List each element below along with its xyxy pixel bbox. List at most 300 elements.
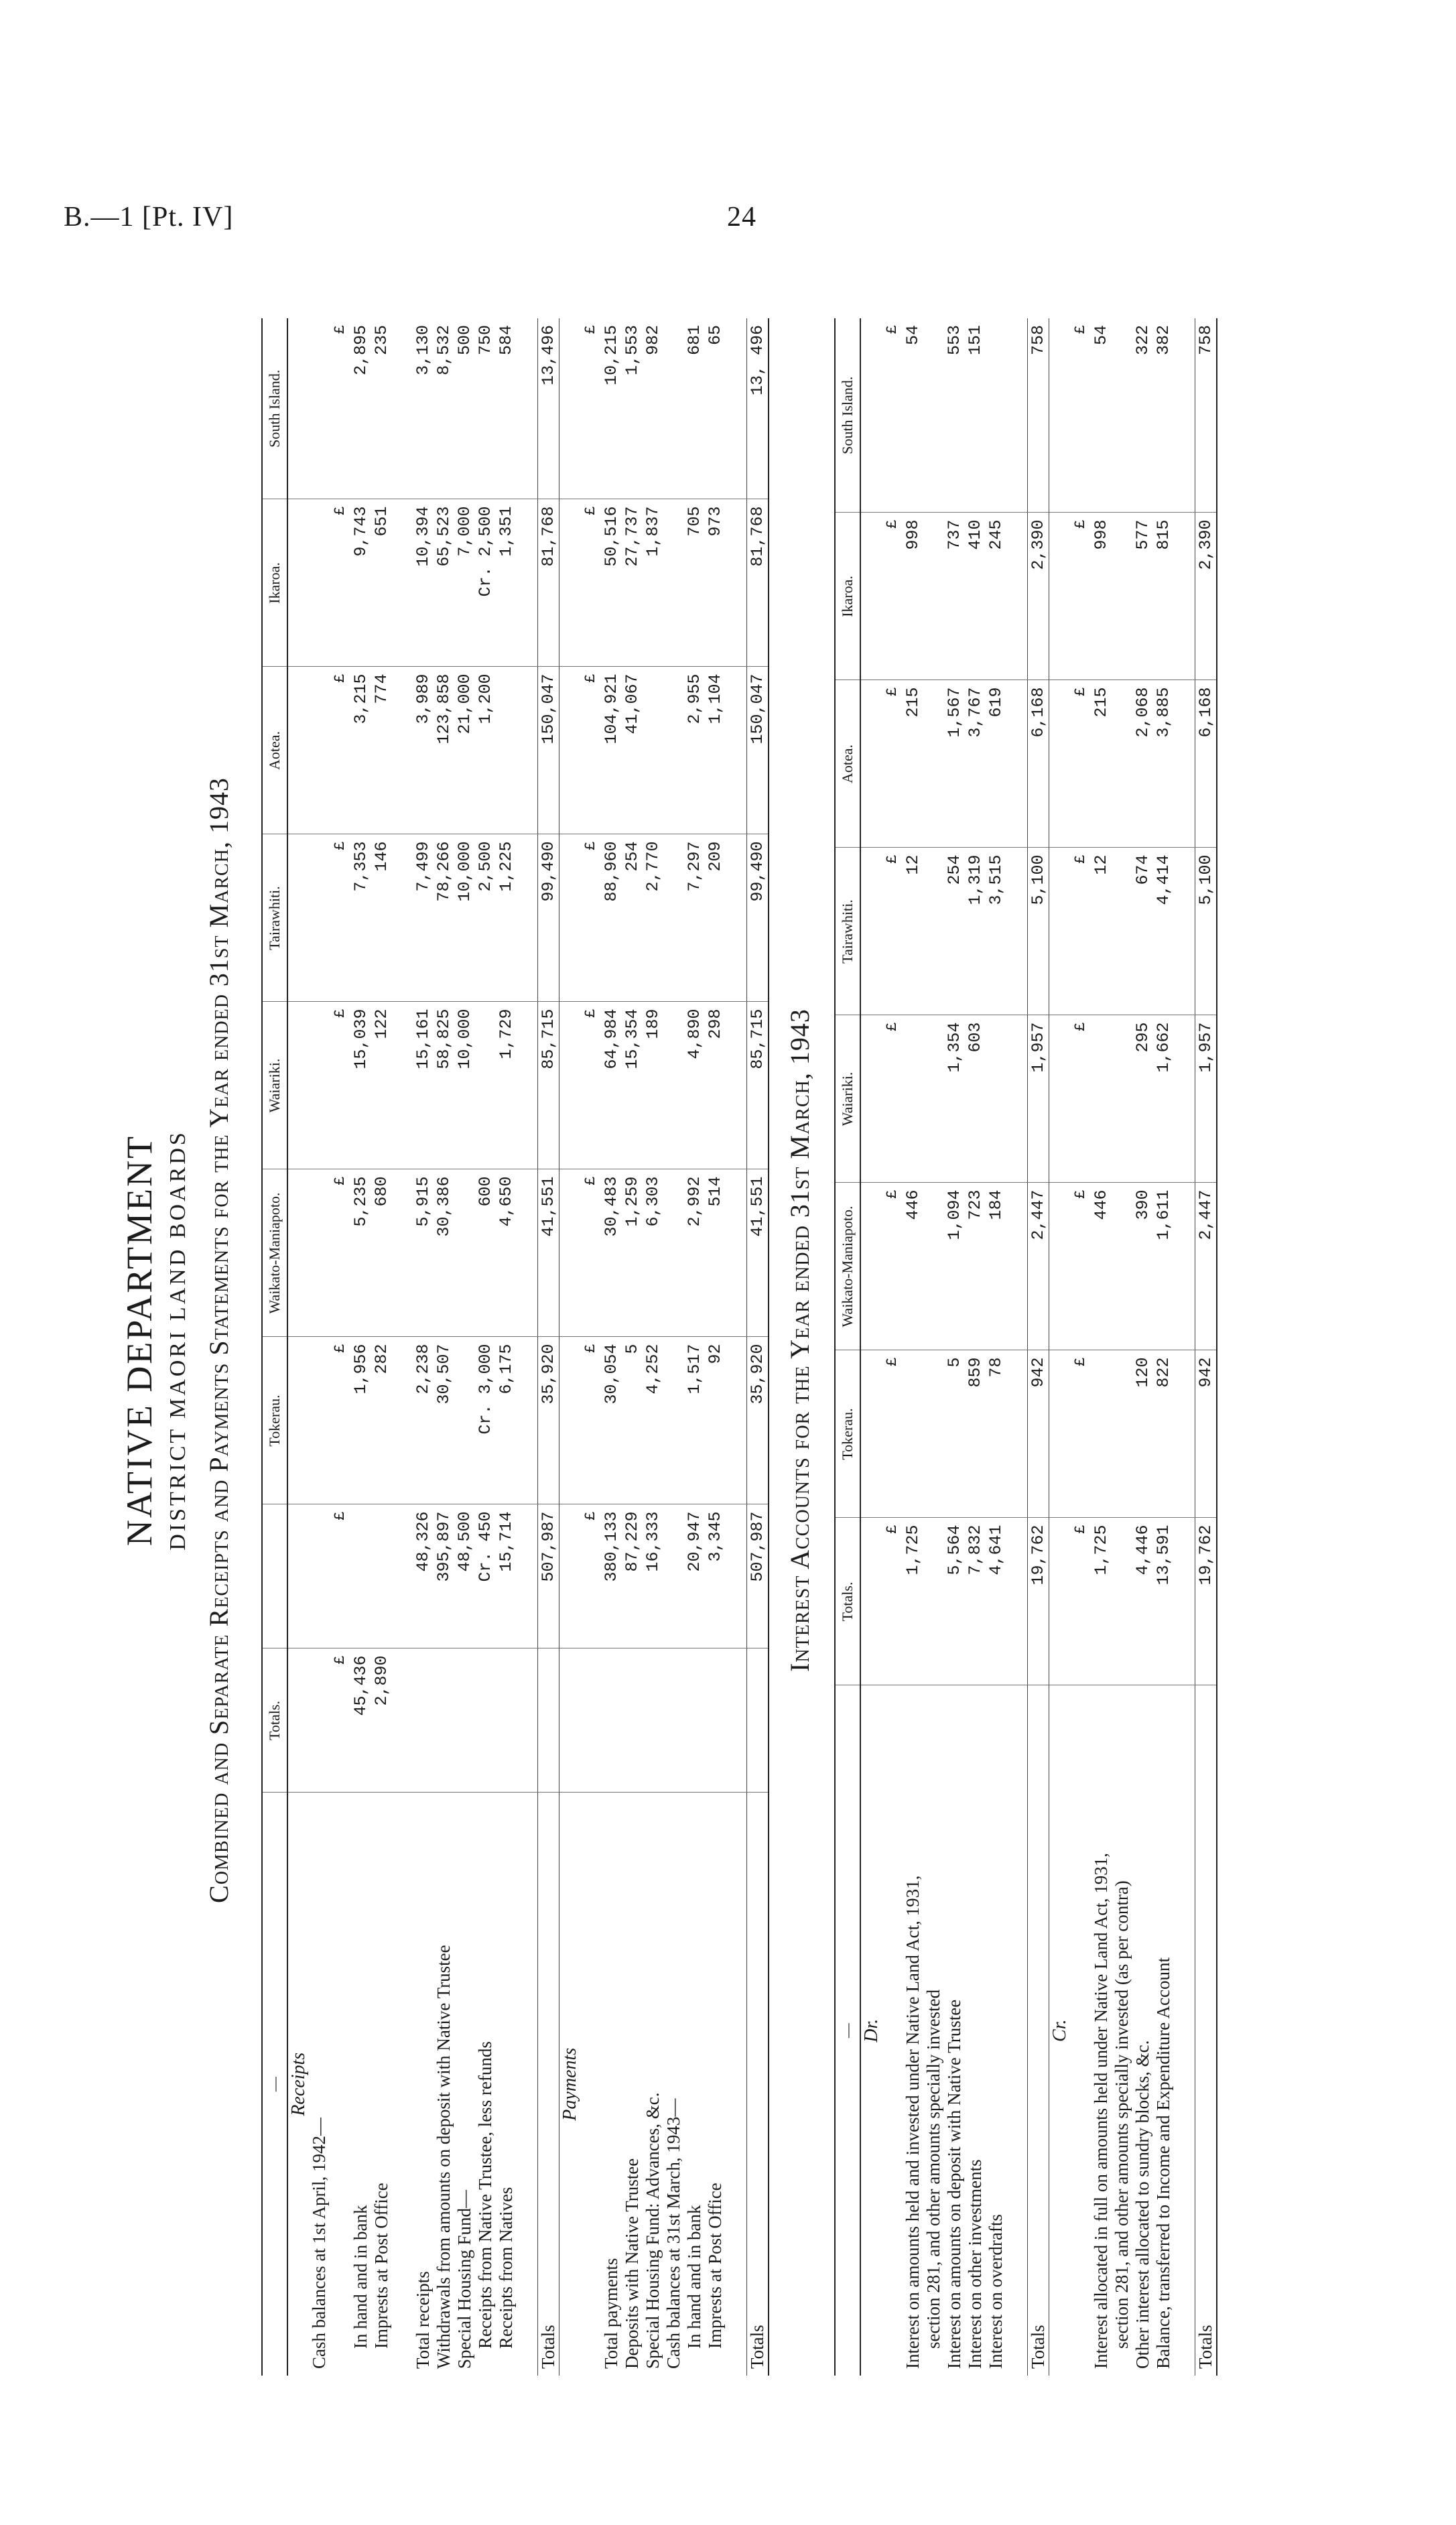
column-header: Ikaroa. xyxy=(835,513,860,680)
table-cell xyxy=(517,1169,538,1337)
table-cell xyxy=(309,318,330,499)
table-row xyxy=(413,318,434,2376)
table-row xyxy=(1174,318,1195,2376)
table-cell xyxy=(726,1648,747,1793)
table-row xyxy=(986,318,1006,2376)
table-cell xyxy=(1112,1183,1132,1350)
row-label: Other interest allocated to sundry blocks, &c. xyxy=(1132,2040,1153,2369)
column-header: Aotea. xyxy=(262,667,287,834)
table-cell xyxy=(663,1504,684,1648)
table-cell: £ xyxy=(330,499,350,667)
table-cell: 859 xyxy=(965,1350,986,1518)
column-header: Tairawhiti. xyxy=(835,848,860,1015)
row-label xyxy=(1174,1685,1195,2376)
table-cell xyxy=(517,1337,538,1504)
table-cell: 3,515 xyxy=(986,848,1006,1015)
table-cell: 322 xyxy=(1132,318,1153,513)
table-cell: 150,047 xyxy=(747,667,769,834)
table-cell: 150,047 xyxy=(538,667,559,834)
table-cell: £ xyxy=(1070,1015,1091,1183)
table-cell xyxy=(287,1169,309,1337)
table-cell: 13,496 xyxy=(538,318,559,499)
table-cell: 151 xyxy=(965,318,986,513)
table-cell: 1,517 xyxy=(684,1337,705,1504)
table-cell: 1,611 xyxy=(1153,1183,1174,1350)
table-cell: 54 xyxy=(1091,318,1112,513)
row-label: Balance, transferred to Income and Expenditure Account xyxy=(1153,1957,1174,2369)
table-cell: £ xyxy=(330,1002,350,1169)
table-cell: 1,662 xyxy=(1153,1015,1174,1183)
table-cell: £ xyxy=(882,848,903,1015)
table-cell: 10,394 xyxy=(413,499,434,667)
table-cell: 282 xyxy=(371,1337,392,1504)
table-cell xyxy=(517,1648,538,1793)
row-label: Total payments xyxy=(601,2258,622,2369)
table-cell xyxy=(309,1504,330,1648)
table-cell xyxy=(1006,680,1028,848)
table-cell xyxy=(726,499,747,667)
table-row xyxy=(350,318,371,2376)
table-cell: 245 xyxy=(986,513,1006,680)
table-cell xyxy=(309,667,330,834)
table-cell: £ xyxy=(1070,1350,1091,1518)
table-cell: 603 xyxy=(965,1015,986,1183)
table-cell: 19,762 xyxy=(1028,1518,1049,1685)
table-row xyxy=(1006,318,1028,2376)
table-cell xyxy=(726,1002,747,1169)
table-cell xyxy=(726,834,747,1002)
table-cell: 189 xyxy=(643,1002,663,1169)
row-label: Special Housing Fund— xyxy=(454,2190,475,2369)
table-cell xyxy=(287,1504,309,1648)
table-cell: 7,353 xyxy=(350,834,371,1002)
table-cell: 41,551 xyxy=(747,1169,769,1337)
table-cell: 2,992 xyxy=(684,1169,705,1337)
table-cell: 2,238 xyxy=(413,1337,434,1504)
table-cell xyxy=(923,1350,944,1518)
table-cell xyxy=(559,667,581,834)
table-cell: 123,858 xyxy=(434,667,454,834)
table-cell xyxy=(1049,680,1071,848)
table-cell xyxy=(287,1648,309,1793)
table-cell: 705 xyxy=(684,499,705,667)
table-row xyxy=(663,318,684,2376)
interest-accounts-table xyxy=(834,318,1217,2376)
table-cell xyxy=(1006,513,1028,680)
row-label xyxy=(882,1685,903,2376)
row-label xyxy=(517,1793,538,2376)
table-cell xyxy=(1006,848,1028,1015)
row-label: Imprests at Post Office xyxy=(371,2183,392,2349)
table-cell xyxy=(309,1169,330,1337)
table-cell xyxy=(559,318,581,499)
table-cell: 1,200 xyxy=(475,667,496,834)
table-cell: £ xyxy=(882,1015,903,1183)
table-cell xyxy=(517,1002,538,1169)
table-cell: 758 xyxy=(1028,318,1049,513)
table-cell: 30,054 xyxy=(601,1337,622,1504)
table-cell xyxy=(1049,848,1071,1015)
row-label: Totals xyxy=(538,1793,559,2376)
table-cell: 15,161 xyxy=(413,1002,434,1169)
table-cell xyxy=(496,1648,517,1793)
table-cell xyxy=(923,680,944,848)
row-label: Total receipts xyxy=(413,2271,434,2369)
table-cell: 1,104 xyxy=(705,667,726,834)
table-cell xyxy=(1112,513,1132,680)
table-cell xyxy=(287,667,309,834)
table-cell: 184 xyxy=(986,1183,1006,1350)
table-cell: 3,130 xyxy=(413,318,434,499)
table-cell xyxy=(1112,1350,1132,1518)
table-cell: £ xyxy=(330,318,350,499)
table-cell xyxy=(726,1504,747,1648)
table-cell xyxy=(517,318,538,499)
table-cell: 1,957 xyxy=(1195,1015,1217,1183)
table-cell: 774 xyxy=(371,667,392,834)
table-cell xyxy=(1049,1015,1071,1183)
table-cell: 2,955 xyxy=(684,667,705,834)
table-cell: 577 xyxy=(1132,513,1153,680)
table-cell xyxy=(726,1169,747,1337)
table-cell xyxy=(1112,848,1132,1015)
table-row xyxy=(601,318,622,2376)
table-row xyxy=(1070,318,1091,2376)
table-cell xyxy=(601,1648,622,1793)
table-cell: 7,000 xyxy=(454,499,475,667)
table-cell: 1,725 xyxy=(903,1518,923,1685)
table-cell: 12 xyxy=(903,848,923,1015)
table-row xyxy=(454,318,475,2376)
table-cell xyxy=(475,1648,496,1793)
table-cell: 6,175 xyxy=(496,1337,517,1504)
table-row xyxy=(330,318,350,2376)
table-cell: 5,100 xyxy=(1195,848,1217,1015)
column-header: Totals. xyxy=(835,1518,860,1685)
table-cell xyxy=(1091,1015,1112,1183)
table-cell xyxy=(643,1648,663,1793)
table-cell: 5 xyxy=(622,1337,643,1504)
table-cell xyxy=(392,667,413,834)
row-label: Interest allocated in full on amounts held under Native Land Act, 1931, xyxy=(1091,1852,1112,2369)
table-cell xyxy=(663,318,684,499)
table-row xyxy=(287,318,309,2376)
table-cell: 35,920 xyxy=(538,1337,559,1504)
table-row xyxy=(1132,318,1153,2376)
row-label: Dr. xyxy=(861,2018,882,2043)
table-cell xyxy=(860,680,882,848)
table-cell xyxy=(517,834,538,1002)
table-cell xyxy=(454,1169,475,1337)
table-cell: 6,168 xyxy=(1028,680,1049,848)
table-cell: 1,956 xyxy=(350,1337,371,1504)
table-cell: 99,490 xyxy=(538,834,559,1002)
column-header: Tokerau. xyxy=(262,1337,287,1504)
table-cell: 88,960 xyxy=(601,834,622,1002)
table-cell: £ xyxy=(882,318,903,513)
table-cell: 19,762 xyxy=(1195,1518,1217,1685)
table-cell: 1,725 xyxy=(1091,1518,1112,1685)
table-cell: 27,737 xyxy=(622,499,643,667)
table-cell xyxy=(1049,513,1071,680)
table-cell: 1,259 xyxy=(622,1169,643,1337)
table-cell: 1,567 xyxy=(944,680,965,848)
table-cell: 1,351 xyxy=(496,499,517,667)
row-label xyxy=(392,1793,413,2376)
table-cell: 30,386 xyxy=(434,1169,454,1337)
column-header: Aotea. xyxy=(835,680,860,848)
table-cell xyxy=(1049,1183,1071,1350)
column-header: Totals. xyxy=(262,1648,287,1793)
table-cell xyxy=(860,848,882,1015)
row-label: section 281, and other amounts specially invested xyxy=(923,1989,944,2349)
table-cell xyxy=(1112,680,1132,848)
table-cell: 2,890 xyxy=(371,1648,392,1793)
row-label xyxy=(580,1793,601,2376)
table-cell xyxy=(1174,1518,1195,1685)
table-cell: 7,499 xyxy=(413,834,434,1002)
table-cell xyxy=(350,1504,371,1648)
table-cell xyxy=(903,1350,923,1518)
column-header xyxy=(262,1504,287,1648)
row-label: Cr. xyxy=(1049,2019,1071,2042)
table-cell xyxy=(643,667,663,834)
table-cell xyxy=(705,1648,726,1793)
table-cell xyxy=(287,318,309,499)
table-cell: 2,895 xyxy=(350,318,371,499)
table-cell xyxy=(1091,1350,1112,1518)
column-header: Waikato-Maniapoto. xyxy=(835,1183,860,1350)
table-cell xyxy=(663,1169,684,1337)
receipts-payments-table xyxy=(261,318,769,2376)
table-cell: 2,770 xyxy=(643,834,663,1002)
table-row xyxy=(434,318,454,2376)
table-row xyxy=(1091,318,1112,2376)
table-cell: 4,890 xyxy=(684,1002,705,1169)
table-row xyxy=(923,318,944,2376)
table-cell: 1,957 xyxy=(1028,1015,1049,1183)
row-label: Special Housing Fund: Advances, &c. xyxy=(643,2092,663,2369)
table-cell xyxy=(1174,1183,1195,1350)
table-cell xyxy=(663,1002,684,1169)
table-cell xyxy=(392,1169,413,1337)
table-cell: 15,714 xyxy=(496,1504,517,1648)
table-cell: 10,000 xyxy=(454,1002,475,1169)
table-cell xyxy=(454,1337,475,1504)
table-cell: 382 xyxy=(1153,318,1174,513)
table-cell: 54 xyxy=(903,318,923,513)
table-cell: 3,989 xyxy=(413,667,434,834)
table-cell xyxy=(1112,1015,1132,1183)
table-cell: 600 xyxy=(475,1169,496,1337)
statement-title: Combined and Separate Receipts and Payments Statements for the Year ended 31st March, 1943 xyxy=(204,777,234,1903)
table-cell: 5,564 xyxy=(944,1518,965,1685)
table-cell: 3,767 xyxy=(965,680,986,848)
table-row xyxy=(622,318,643,2376)
table-cell xyxy=(559,499,581,667)
column-header: — xyxy=(262,1793,287,2376)
table-cell: £ xyxy=(1070,1518,1091,1685)
table-cell xyxy=(392,318,413,499)
table-cell xyxy=(392,834,413,1002)
table-cell: £ xyxy=(330,1169,350,1337)
table-cell: 758 xyxy=(1195,318,1217,513)
table-cell xyxy=(1174,318,1195,513)
table-cell xyxy=(860,318,882,513)
row-label: Totals xyxy=(1028,1685,1049,2376)
table-cell: 2,068 xyxy=(1132,680,1153,848)
table-cell xyxy=(1174,513,1195,680)
table-cell xyxy=(1174,1350,1195,1518)
table-cell xyxy=(392,499,413,667)
table-cell: 12 xyxy=(1091,848,1112,1015)
table-cell xyxy=(923,848,944,1015)
table-cell: 7,832 xyxy=(965,1518,986,1685)
table-cell xyxy=(923,1518,944,1685)
table-cell: 1,319 xyxy=(965,848,986,1015)
table-cell: 45,436 xyxy=(350,1648,371,1793)
table-cell: £ xyxy=(580,1504,601,1648)
table-cell: 15,354 xyxy=(622,1002,643,1169)
table-cell xyxy=(413,1648,434,1793)
table-cell xyxy=(309,834,330,1002)
row-label: Imprests at Post Office xyxy=(705,2183,726,2349)
table-cell: £ xyxy=(580,1169,601,1337)
row-label xyxy=(1006,1685,1028,2376)
table-cell xyxy=(1049,1350,1071,1518)
table-cell: £ xyxy=(580,318,601,499)
table-cell xyxy=(1006,1015,1028,1183)
table-cell: 13,591 xyxy=(1153,1518,1174,1685)
table-cell xyxy=(517,499,538,667)
table-cell: 7,297 xyxy=(684,834,705,1002)
table-cell: £ xyxy=(580,1337,601,1504)
table-row xyxy=(882,318,903,2376)
table-row xyxy=(1195,318,1217,2376)
table-cell xyxy=(1049,1518,1071,1685)
table-cell xyxy=(923,1015,944,1183)
table-cell: 822 xyxy=(1153,1350,1174,1518)
table-cell: 2,447 xyxy=(1195,1183,1217,1350)
table-cell xyxy=(726,1337,747,1504)
table-cell: 395,897 xyxy=(434,1504,454,1648)
table-cell: £ xyxy=(580,1002,601,1169)
table-cell: £ xyxy=(1070,1183,1091,1350)
table-cell: 2,390 xyxy=(1028,513,1049,680)
table-cell xyxy=(287,499,309,667)
table-cell xyxy=(1049,318,1071,513)
table-cell: 815 xyxy=(1153,513,1174,680)
table-cell xyxy=(454,1648,475,1793)
table-cell xyxy=(392,1648,413,1793)
table-cell xyxy=(287,1002,309,1169)
table-cell xyxy=(392,1337,413,1504)
table-cell xyxy=(1006,318,1028,513)
column-header: Tokerau. xyxy=(835,1350,860,1518)
table-cell: 298 xyxy=(705,1002,726,1169)
table-cell: 1,094 xyxy=(944,1183,965,1350)
table-cell: £ xyxy=(1070,318,1091,513)
table-cell: Cr. 3,000 xyxy=(475,1337,496,1504)
table-cell: 13, 496 xyxy=(747,318,769,499)
table-cell: 1,354 xyxy=(944,1015,965,1183)
table-cell: 737 xyxy=(944,513,965,680)
table-cell: 5,235 xyxy=(350,1169,371,1337)
table-cell: 215 xyxy=(903,680,923,848)
table-cell xyxy=(434,1648,454,1793)
table-cell: 65,523 xyxy=(434,499,454,667)
row-label: In hand and in bank xyxy=(684,2205,705,2349)
table-cell: 514 xyxy=(705,1169,726,1337)
table-cell xyxy=(663,1337,684,1504)
table-cell xyxy=(559,1648,581,1793)
table-cell: 942 xyxy=(1195,1350,1217,1518)
row-label: In hand and in bank xyxy=(350,2205,371,2349)
table-cell xyxy=(986,318,1006,513)
table-cell xyxy=(371,1504,392,1648)
table-cell xyxy=(860,1518,882,1685)
table-cell xyxy=(559,1169,581,1337)
table-row xyxy=(517,318,538,2376)
table-cell: 146 xyxy=(371,834,392,1002)
row-label: Cash balances at 1st April, 1942— xyxy=(309,2118,330,2369)
column-header: Ikaroa. xyxy=(262,499,287,667)
column-header: Waikato-Maniapoto. xyxy=(262,1169,287,1337)
table-cell xyxy=(726,667,747,834)
row-label: section 281, and other amounts specially invested (as per contra) xyxy=(1112,1880,1132,2349)
table-cell xyxy=(684,1648,705,1793)
row-label: Receipts from Native Trustee, less refunds xyxy=(475,2041,496,2349)
table-row xyxy=(860,318,882,2376)
table-cell: 8,532 xyxy=(434,318,454,499)
table-cell: 58,825 xyxy=(434,1002,454,1169)
table-cell xyxy=(860,1183,882,1350)
table-cell: 973 xyxy=(705,499,726,667)
column-header: Waiariki. xyxy=(835,1015,860,1183)
table-row xyxy=(371,318,392,2376)
table-cell: 674 xyxy=(1132,848,1153,1015)
table-cell: 20,947 xyxy=(684,1504,705,1648)
table-cell: 50,516 xyxy=(601,499,622,667)
table-cell: 619 xyxy=(986,680,1006,848)
table-cell xyxy=(1112,1518,1132,1685)
table-row xyxy=(944,318,965,2376)
table-cell xyxy=(559,1002,581,1169)
table-cell: 295 xyxy=(1132,1015,1153,1183)
table-row xyxy=(747,318,769,2376)
rotated-page-content xyxy=(104,305,1410,2376)
interest-accounts-title: Interest Accounts for the Year ended 31st March, 1943 xyxy=(785,1009,815,1672)
table-cell: 380,133 xyxy=(601,1504,622,1648)
table-cell: 30,507 xyxy=(434,1337,454,1504)
table-cell: £ xyxy=(882,1518,903,1685)
table-cell: 507,987 xyxy=(747,1504,769,1648)
table-cell: £ xyxy=(1070,513,1091,680)
table-cell xyxy=(559,1337,581,1504)
table-cell xyxy=(860,1350,882,1518)
table-cell xyxy=(475,1002,496,1169)
table-row xyxy=(392,318,413,2376)
table-cell: 5,100 xyxy=(1028,848,1049,1015)
table-row xyxy=(580,318,601,2376)
table-cell xyxy=(663,667,684,834)
table-cell xyxy=(287,834,309,1002)
table-cell: £ xyxy=(882,680,903,848)
table-cell: 85,715 xyxy=(538,1002,559,1169)
row-label: Deposits with Native Trustee xyxy=(622,2158,643,2369)
table-cell: 680 xyxy=(371,1169,392,1337)
table-cell: 64,984 xyxy=(601,1002,622,1169)
